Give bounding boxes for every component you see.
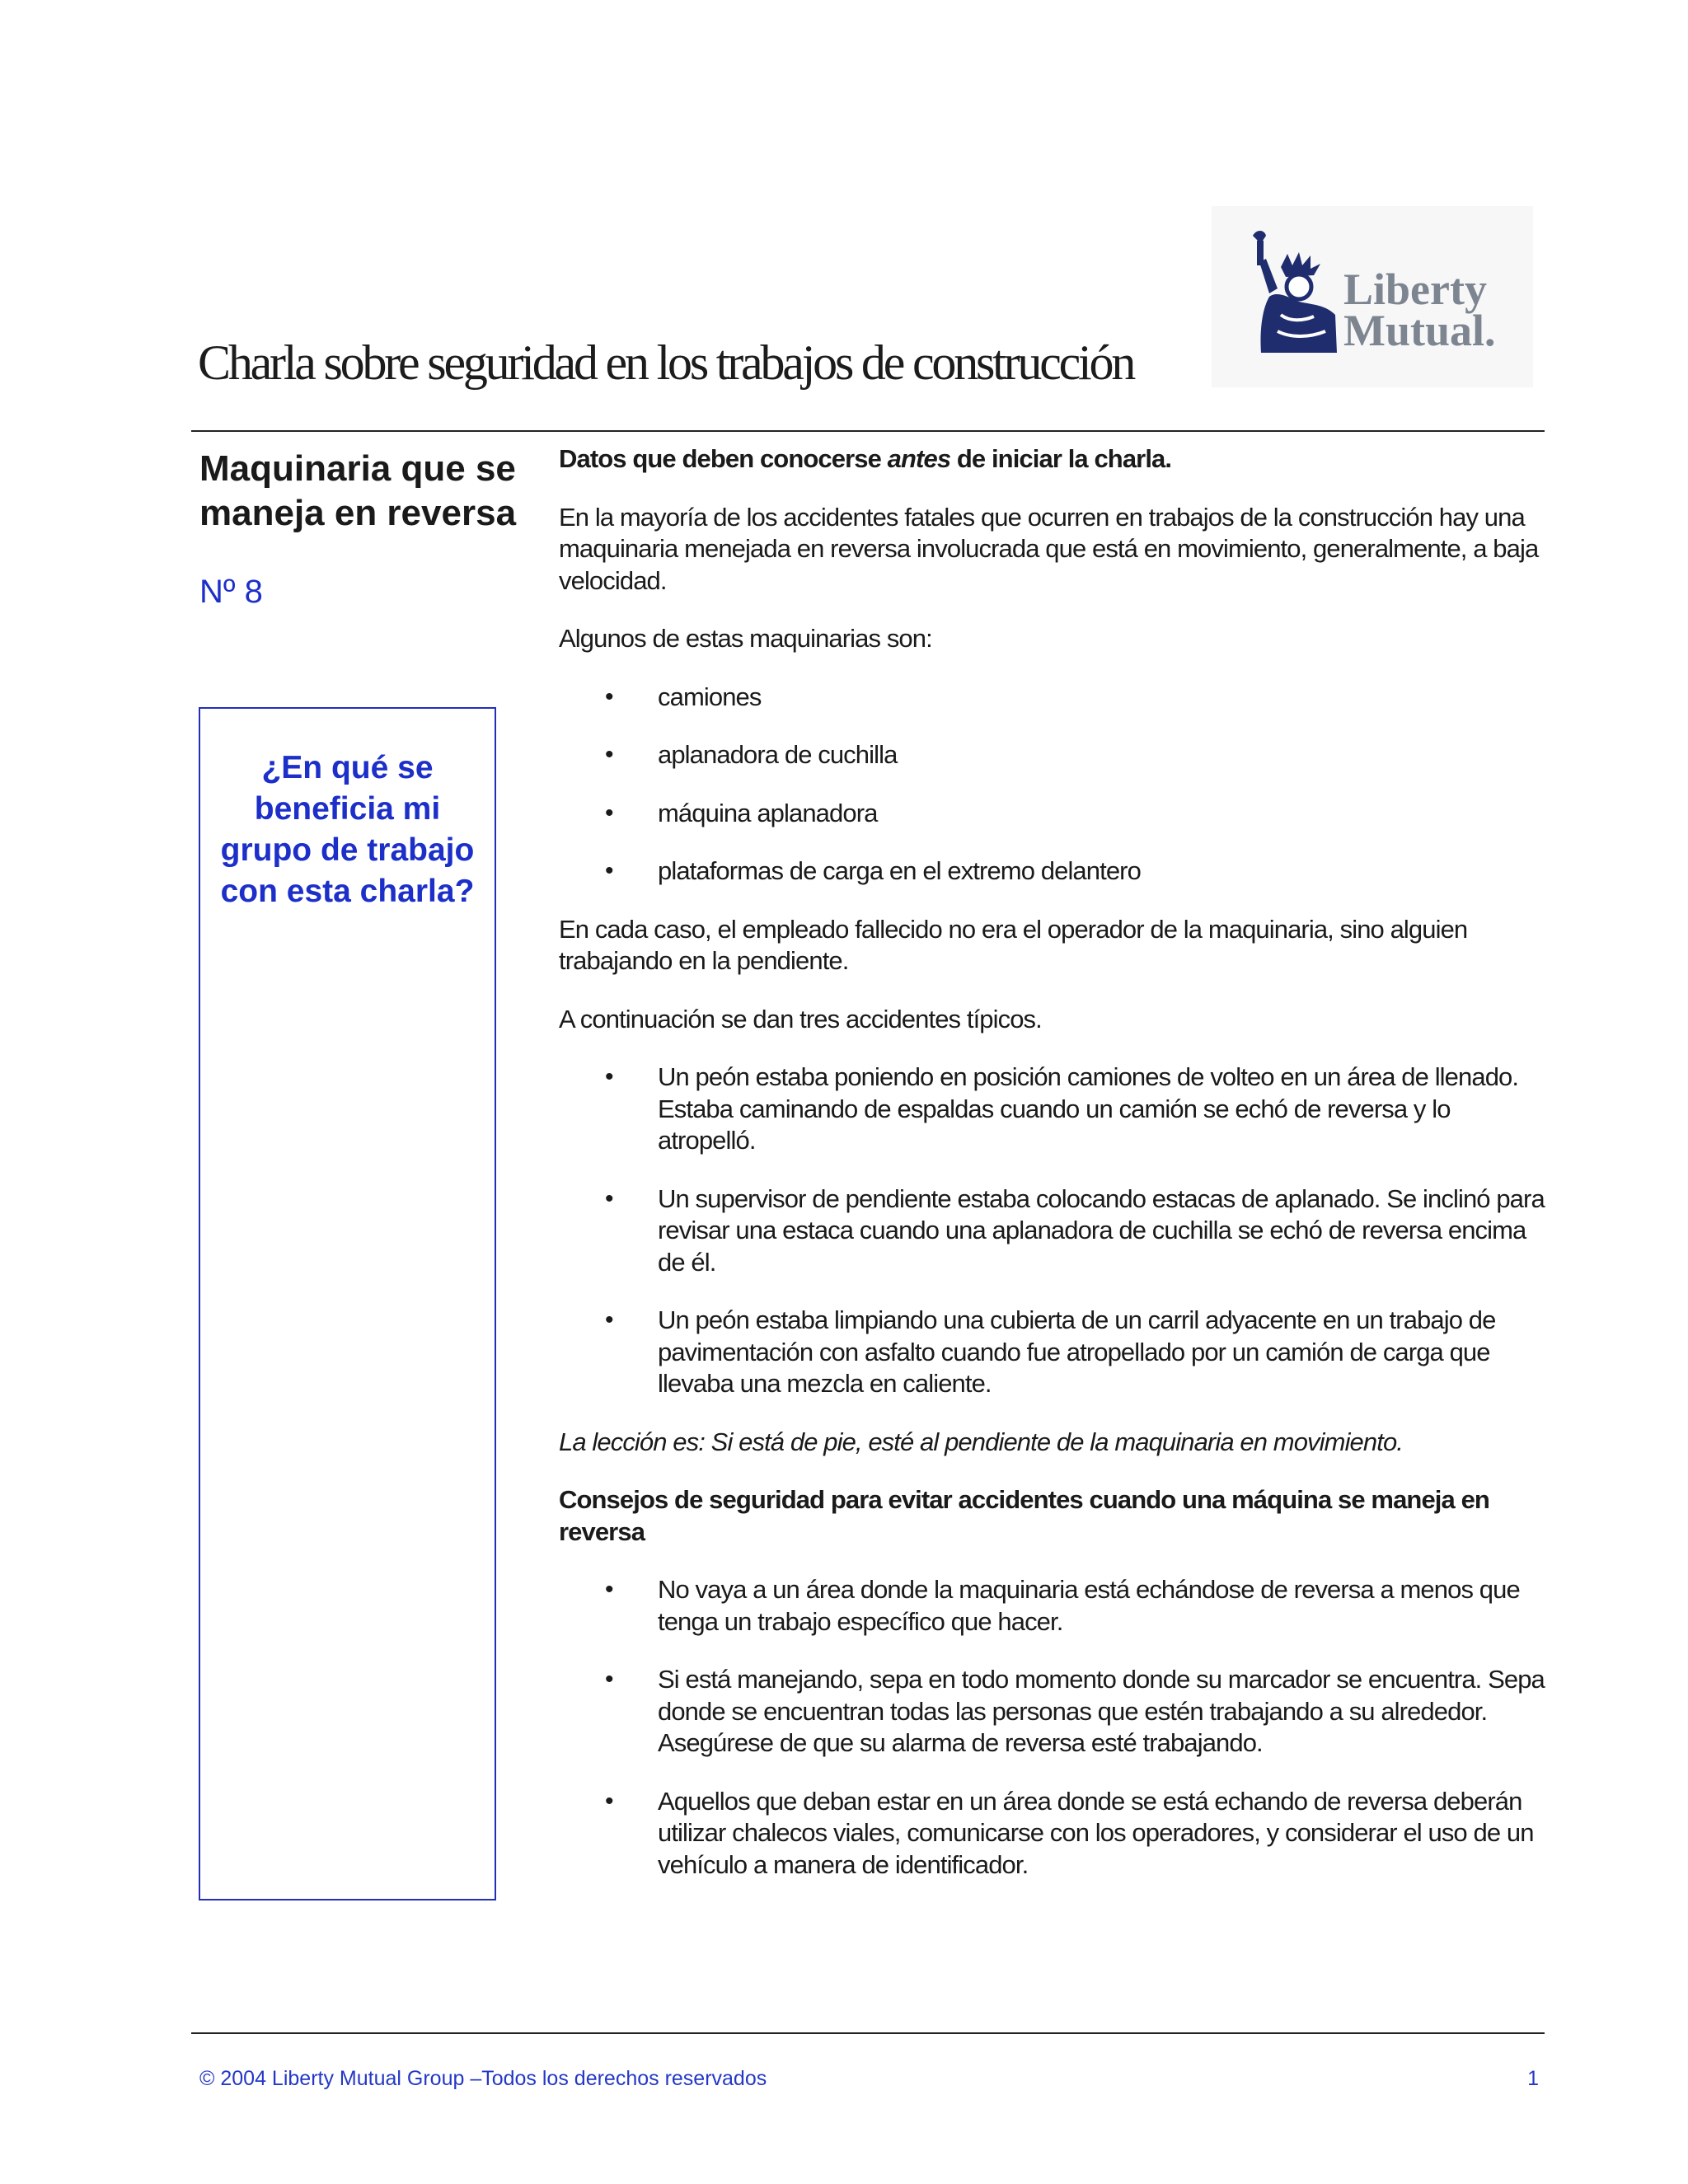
logo-word-mutual: Mutual. [1343, 306, 1496, 355]
lesson-paragraph: La lección es: Si está de pie, esté al pendiente de la maquinaria en movimiento. [559, 1427, 1404, 1456]
footer-divider [191, 2032, 1545, 2034]
liberty-mutual-logo [1212, 206, 1533, 387]
logo-word-liberty: Liberty [1343, 265, 1487, 314]
heading-text: de iniciar la charla. [950, 444, 1172, 473]
heading-text: Datos que deben conocerse [559, 444, 888, 473]
list-item: • Un supervisor de pendiente estaba colocando estacas de aplanado. Se inclinó para revisar una estaca cuando una aplanadora de cuchilla se echó de reversa encima de él. [559, 1183, 1548, 1279]
footer [199, 2067, 1539, 2091]
intro-paragraph: En la mayoría de los accidentes fatales que ocurren en trabajos de la construcción hay una maquinaria menejada en reversa involucrada que está en movimiento, generalmente, a baja velocidad. [559, 502, 1539, 595]
list-item: • plataformas de carga en el extremo delantero [559, 855, 1548, 888]
section-heading-facts [559, 443, 1548, 476]
benefit-box [199, 707, 496, 1900]
benefit-question: ¿En qué se beneficia mi grupo de trabajo con esta charla? [220, 750, 475, 909]
page-number: 1 [1527, 2067, 1539, 2090]
list-item: • aplanadora de cuchilla [559, 739, 1548, 771]
heading-emphasis: antes [887, 444, 951, 473]
list-item: • camiones [559, 682, 1548, 714]
tips-list [559, 1574, 1548, 1881]
accidents-intro: A continuación se dan tres accidentes típicos. [559, 1004, 1042, 1033]
talk-number: Nº 8 [199, 574, 263, 610]
victims-paragraph: En cada caso, el empleado fallecido no era el operador de la maquinaria, sino alguien trabajando en la pendiente. [559, 914, 1468, 975]
talk-content [559, 443, 1548, 1907]
list-item: • Un peón estaba limpiando una cubierta de un carril adyacente en un trabajo de pavimentación con asfalto cuando fue atropellado por un camión de carga que llevaba una mezcla en caliente. [559, 1305, 1548, 1400]
machines-intro: Algunos de estas maquinarias son: [559, 624, 932, 653]
copyright-text: © 2004 Liberty Mutual Group –Todos los derechos reservados [199, 2067, 767, 2090]
list-item: • Un peón estaba poniendo en posición camiones de volteo en un área de llenado. Estaba caminando de espaldas cuando un camión se echó de reversa y lo atropelló. [559, 1062, 1548, 1157]
topic-title: Maquinaria que se maneja en reversa [199, 448, 517, 533]
list-item: • máquina aplanadora [559, 798, 1548, 830]
header-divider [191, 430, 1545, 432]
list-item: • No vaya a un área donde la maquinaria está echándose de reversa a menos que tenga un trabajo específico que hacer. [559, 1574, 1548, 1638]
list-item: • Aquellos que deban estar en un área donde se está echando de reversa deberán utilizar chalecos viales, comunicarse con los operadores, y considerar el uso de un vehículo a manera de identificador. [559, 1786, 1548, 1882]
page-title: Charla sobre seguridad en los trabajos de construcción [198, 335, 1134, 390]
list-item: • Si está manejando, sepa en todo momento donde su marcador se encuentra. Sepa donde se encuentran todas las personas que estén trabajando a su alrededor. Asegúrese de que su alarma de reversa esté trabajando. [559, 1664, 1548, 1760]
machines-list [559, 682, 1548, 888]
section-heading-tips: Consejos de seguridad para evitar accidentes cuando una máquina se maneja en reversa [559, 1485, 1489, 1546]
accidents-list [559, 1062, 1548, 1400]
statue-of-liberty-icon [1245, 229, 1343, 361]
